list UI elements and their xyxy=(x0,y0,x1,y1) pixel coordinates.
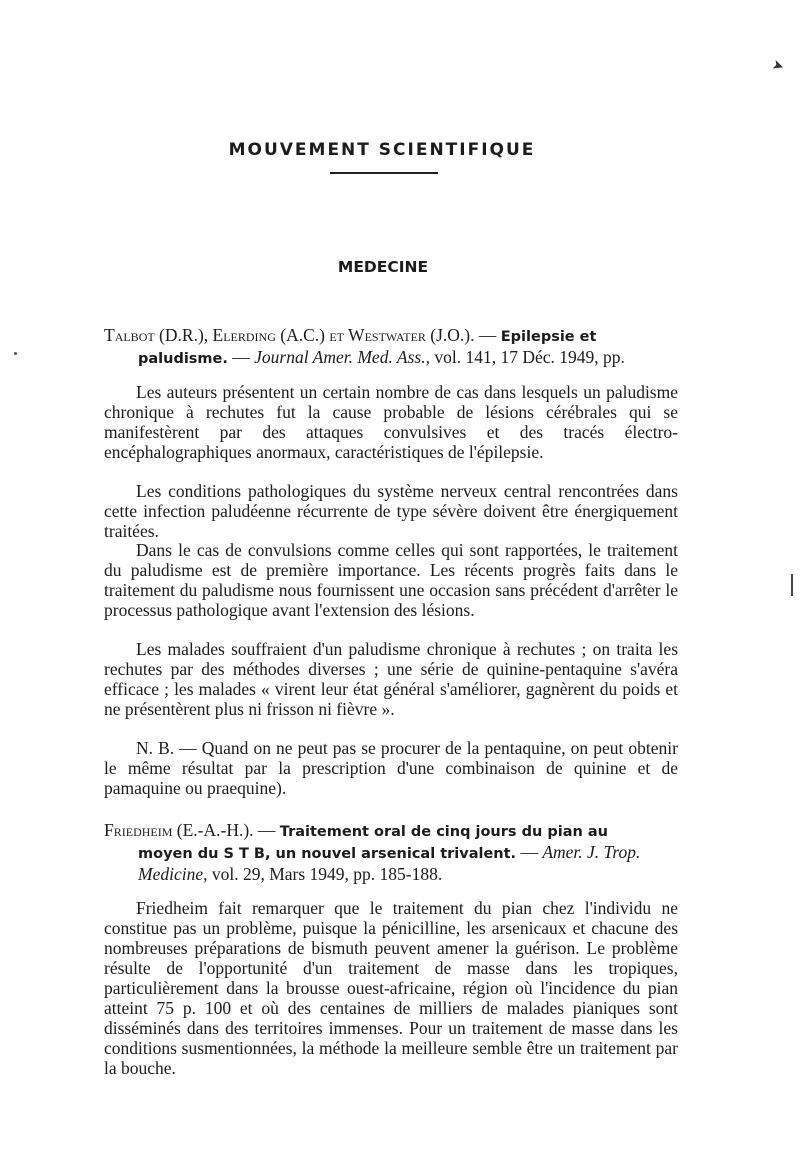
article1-reference xyxy=(104,325,678,369)
article1-paragraph: N. B. — Quand on ne peut pas se procurer de la pentaquine, on peut obtenir le même résultat par la prescription d'une combinaison de quinine et de pamaquine ou praequine). xyxy=(104,738,678,798)
article1-paragraph: Les auteurs présentent un certain nombre de cas dans lesquels un paludisme chronique à rechutes fut la cause probable de lésions cérébrales qui se manifestèrent par des attaques convulsives et des tracés électro-encéphalographiques anormaux, caractéristiques de l'épilepsie. xyxy=(104,382,678,462)
article2-reference xyxy=(104,820,678,884)
article1-separator2: — xyxy=(232,347,250,367)
article2-title-part1: Traitement oral de cinq jours du pian au xyxy=(279,824,608,840)
article2-ref-rest: vol. 29, Mars 1949, pp. 185-188. xyxy=(211,864,443,884)
scan-mark-arrow: ➤ xyxy=(769,57,786,76)
article1-ref-rest: vol. 141, 17 Déc. 1949, pp. xyxy=(434,347,625,367)
article1-paragraph: Les malades souffraient d'un paludisme chronique à rechutes ; on traita les rechutes par des méthodes diverses ; une série de quinine-pentaquine s'avéra efficace ; les malades « virent leur état général s'améliorer, gagnèrent du poids et ne présentèrent plus ni frisson ni fièvre ». xyxy=(104,639,678,719)
article2-separator: — xyxy=(257,820,276,840)
article2-authors: Friedheim (E.-A.-H.). xyxy=(104,820,254,840)
article1-paragraph: Les conditions pathologiques du système nerveux central rencontrées dans cette infection paludéenne récurrente de type sévère doivent être énergiquement traitées. xyxy=(104,481,678,541)
scan-mark-dot xyxy=(14,352,17,355)
article2-journal-part1: Amer. J. Trop. xyxy=(542,842,641,862)
article1-title-part1: Epilepsie et xyxy=(500,329,597,345)
article1-authors: Talbot (D.R.), Elerding (A.C.) et Westwater (J.O.). xyxy=(104,325,475,345)
article2-journal-part2: Medicine, xyxy=(138,864,208,884)
subsection-title: MEDECINE xyxy=(337,258,429,276)
scan-mark-bar xyxy=(791,574,793,596)
article1-journal: Journal Amer. Med. Ass., xyxy=(254,347,430,367)
article2-title-part2: moyen du S T B, un nouvel arsenical trivalent. xyxy=(138,846,517,862)
article2-paragraph: Friedheim fait remarquer que le traitement du pian chez l'individu ne constitue pas un problème, puisque la pénicilline, les arsenicaux et chacune des nombreuses préparations de bismuth peuvent amener la guérison. Le problème résulte de l'opportunité d'un traitement de masse dans les tropiques, particulièrement dans la brousse ouest-africaine, région où l'incidence du pian atteint 75 p. 100 et où des centaines de milliers de malades pianiques sont disséminés dans des territoires immenses. Pour un traitement de masse dans les conditions susmentionnées, la méthode la meilleure semble être un traitement par la bouche. xyxy=(104,898,678,1078)
title-rule xyxy=(330,172,438,174)
article1-title-part2: paludisme. xyxy=(138,351,228,367)
article2-separator2: — xyxy=(520,842,538,862)
article1-paragraph: Dans le cas de convulsions comme celles qui sont rapportées, le traitement du paludisme est de première importance. Les récents progrès faits dans le traitement du paludisme nous fournissent une occasion sans précédent d'arrêter le processus pathologique avant l'extension des lésions. xyxy=(104,540,678,620)
article1-separator: — xyxy=(478,325,497,345)
section-title: MOUVEMENT SCIENTIFIQUE xyxy=(228,140,536,160)
